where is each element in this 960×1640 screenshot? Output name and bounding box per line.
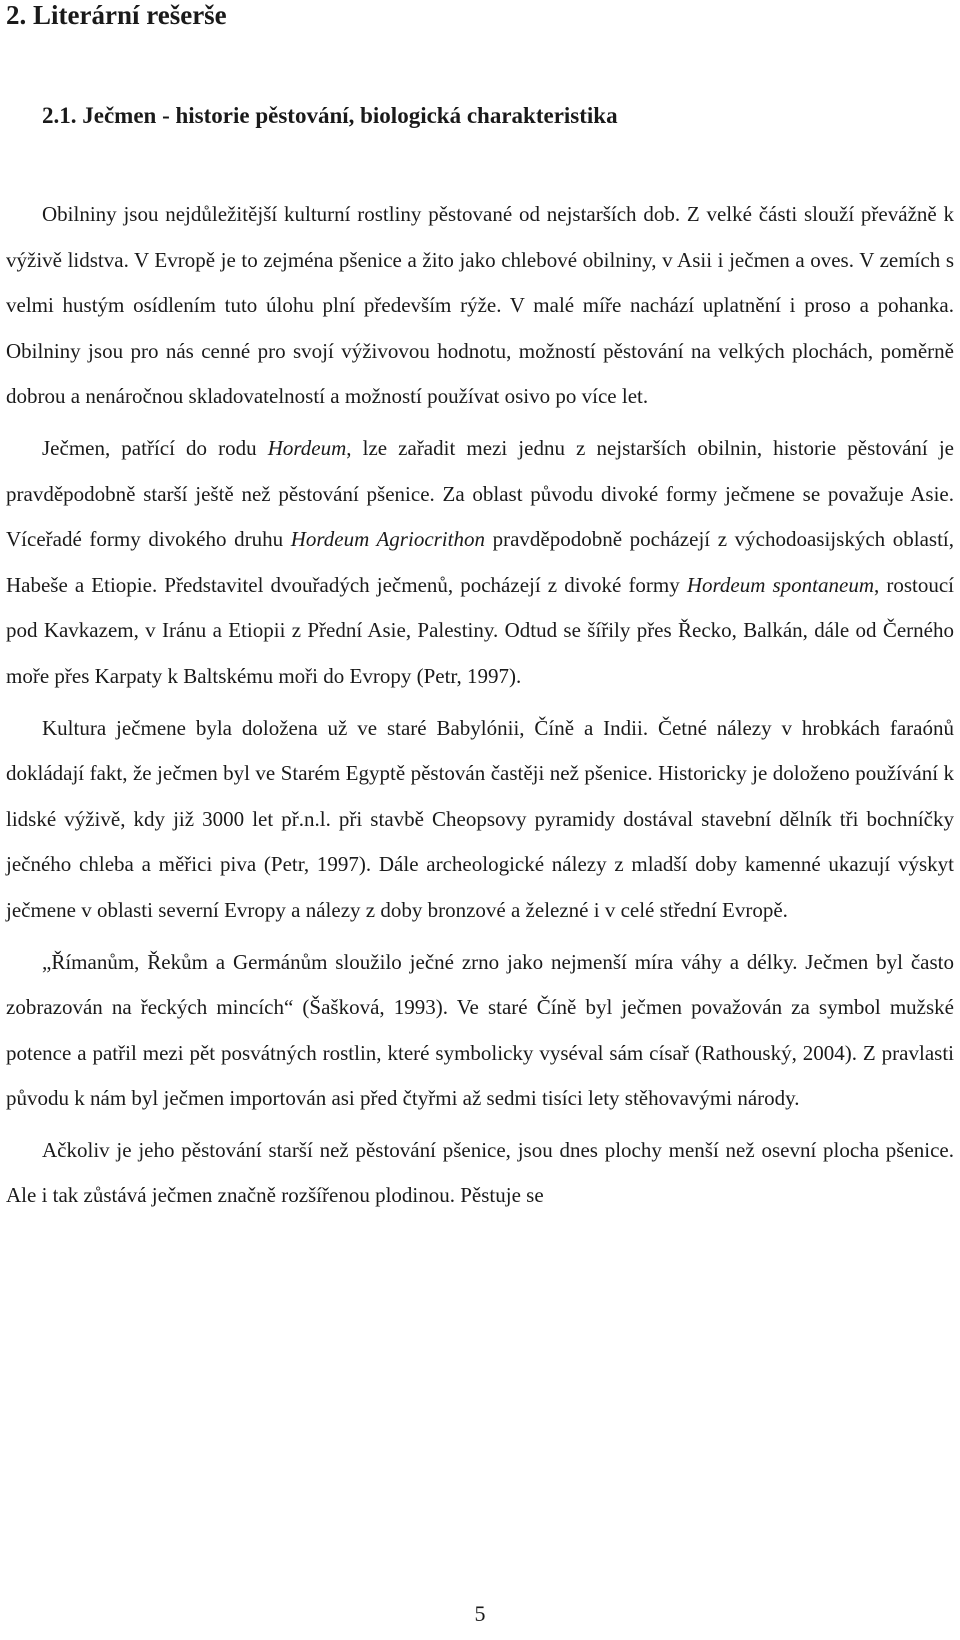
text-run: „Římanům, Řekům a Germánům sloužilo ječné zrno jako nejmenší míra váhy a délky. Ječmen byl často zobrazován na řeckých mincích“ (Šašková, 1993). Ve staré Číně byl ječmen považován za symbol mužské potence a patřil mezi pět posvátných rostlin, které symbolicky vyséval sám císař (Rathouský, 2004). Z pravlasti původu k nám byl ječmen importován asi před čtyřmi až sedmi tisíci lety stěhovavými národy. [6, 949, 954, 1111]
chapter-heading: 2. Literární rešerše [6, 0, 227, 30]
text-run: , lze zařadit mezi jednu z nejstarších obilnin, historie pěstování je pravděpodobně starší ještě než pěstování pšenice. Za oblast původu divoké formy ječmene se považuje Asie. Víceřadé formy divokého druhu [6, 435, 954, 552]
paragraph-2 [6, 426, 954, 700]
text-run: , rostoucí pod Kavkazem, v Iránu a Etiopii z Přední Asie, Palestiny. Odtud se šířily přes Řecko, Balkán, dále od Černého moře přes Karpaty k Baltskému moři do Evropy (Petr, 1997). [6, 572, 954, 688]
italic-term: Hordeum Agriocrithon [290, 527, 485, 552]
page-number: 5 [474, 1601, 486, 1626]
paragraph-3 [6, 706, 954, 934]
text-run: Kultura ječmene byla doložena už ve staré Babylónii, Číně a Indii. Četné nálezy v hrobkách faraónů dokládají fakt, že ječmen byl ve Starém Egyptě pěstován častěji než pšenice. Historicky je doloženo používání k lidské výživě, kdy již 3000 let př.n.l. při stavbě Cheopsovy pyramidy dostával stavební dělník tři bochníčky ječného chleba a měřici piva (Petr, 1997). Dále archeologické nálezy z mladší doby kamenné ukazují výskyt ječmene v oblasti severní Evropy a nálezy z doby bronzové a železné i v celé střední Evropě. [6, 715, 954, 922]
text-run: pravděpodobně pocházejí z východoasijských oblastí, Habeše a Etiopie. Představitel dvouřadých ječmenů, pocházejí z divoké formy [6, 527, 954, 597]
text-run: Ačkoliv je jeho pěstování starší než pěstování pšenice, jsou dnes plochy menší než osevní plocha pšenice. Ale i tak zůstává ječmen značně rozšířenou plodinou. Pěstuje se [6, 1137, 954, 1208]
section-heading: 2.1. Ječmen - historie pěstování, biologická charakteristika [42, 103, 618, 128]
text-run: Ječmen, patřící do rodu [42, 435, 268, 460]
paragraph-5 [6, 1128, 954, 1219]
paragraph-1 [6, 192, 954, 420]
paragraph-4 [6, 940, 954, 1122]
text-run: Obilniny jsou nejdůležitější kulturní rostliny pěstované od nejstarších dob. Z velké části slouží převážně k výživě lidstva. V Evropě je to zejména pšenice a žito jako chlebové obilniny, v Asii i ječmen a oves. V zemích s velmi hustým osídlením tuto úlohu plní především rýže. V malé míře nachází uplatnění i proso a pohanka. Obilniny jsou pro nás cenné pro svojí výživovou hodnotu, možností pěstování na velkých plochách, poměrně dobrou a nenáročnou skladovatelností a možností používat osivo po více let. [6, 202, 954, 409]
body-text [6, 192, 954, 1219]
italic-term: Hordeum spontaneum [686, 572, 874, 597]
italic-term: Hordeum [267, 435, 347, 460]
